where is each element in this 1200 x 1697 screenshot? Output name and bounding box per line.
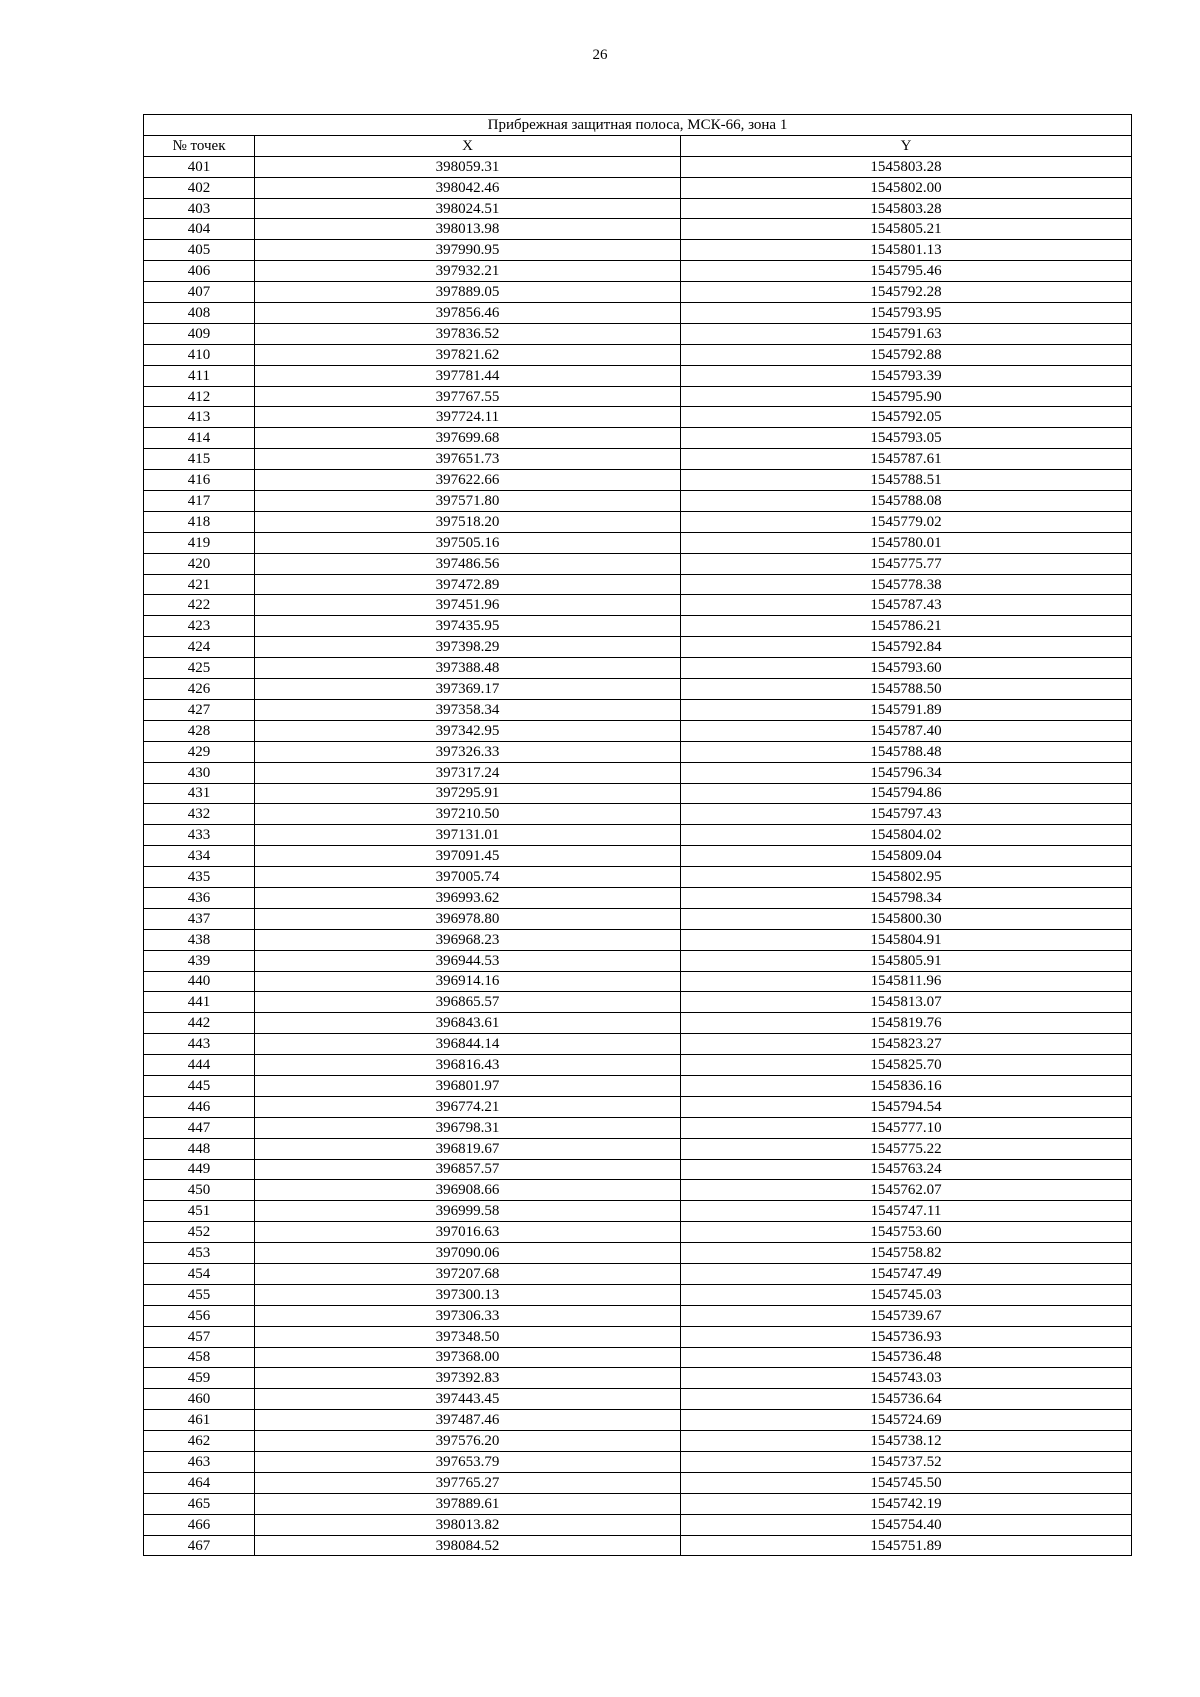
x-cell: 397487.46 xyxy=(255,1410,681,1431)
table-row xyxy=(144,1096,1132,1117)
x-cell: 397836.52 xyxy=(255,323,681,344)
y-cell: 1545825.70 xyxy=(681,1055,1132,1076)
table-body xyxy=(144,156,1132,1556)
x-cell: 396843.61 xyxy=(255,1013,681,1034)
y-cell: 1545800.30 xyxy=(681,908,1132,929)
point-number-cell: 467 xyxy=(144,1535,255,1556)
table-row xyxy=(144,323,1132,344)
x-cell: 397765.27 xyxy=(255,1472,681,1493)
x-cell: 397388.48 xyxy=(255,658,681,679)
point-number-cell: 442 xyxy=(144,1013,255,1034)
y-cell: 1545793.95 xyxy=(681,303,1132,324)
x-cell: 397932.21 xyxy=(255,261,681,282)
point-number-cell: 417 xyxy=(144,491,255,512)
point-number-cell: 425 xyxy=(144,658,255,679)
table-row xyxy=(144,1034,1132,1055)
table-row xyxy=(144,449,1132,470)
table-row xyxy=(144,1305,1132,1326)
point-number-cell: 454 xyxy=(144,1263,255,1284)
point-number-cell: 430 xyxy=(144,762,255,783)
table-title: Прибрежная защитная полоса, МСК-66, зона 1 xyxy=(144,115,1132,136)
point-number-cell: 421 xyxy=(144,574,255,595)
table-row xyxy=(144,762,1132,783)
table-row xyxy=(144,1452,1132,1473)
point-number-cell: 459 xyxy=(144,1368,255,1389)
table-row xyxy=(144,198,1132,219)
point-number-cell: 450 xyxy=(144,1180,255,1201)
point-number-cell: 444 xyxy=(144,1055,255,1076)
y-cell: 1545743.03 xyxy=(681,1368,1132,1389)
x-cell: 396968.23 xyxy=(255,929,681,950)
x-cell: 397342.95 xyxy=(255,720,681,741)
point-number-cell: 434 xyxy=(144,846,255,867)
x-cell: 396801.97 xyxy=(255,1075,681,1096)
y-cell: 1545777.10 xyxy=(681,1117,1132,1138)
x-cell: 398059.31 xyxy=(255,156,681,177)
x-cell: 397724.11 xyxy=(255,407,681,428)
x-cell: 397699.68 xyxy=(255,428,681,449)
y-cell: 1545780.01 xyxy=(681,532,1132,553)
x-cell: 397435.95 xyxy=(255,616,681,637)
x-cell: 396865.57 xyxy=(255,992,681,1013)
y-cell: 1545802.00 xyxy=(681,177,1132,198)
table-row xyxy=(144,595,1132,616)
point-number-cell: 408 xyxy=(144,303,255,324)
table-row xyxy=(144,1326,1132,1347)
y-cell: 1545792.05 xyxy=(681,407,1132,428)
x-cell: 397207.68 xyxy=(255,1263,681,1284)
x-cell: 397005.74 xyxy=(255,867,681,888)
point-number-cell: 402 xyxy=(144,177,255,198)
x-cell: 396819.67 xyxy=(255,1138,681,1159)
table-row xyxy=(144,887,1132,908)
point-number-cell: 426 xyxy=(144,679,255,700)
point-number-cell: 436 xyxy=(144,887,255,908)
y-cell: 1545736.64 xyxy=(681,1389,1132,1410)
x-cell: 396857.57 xyxy=(255,1159,681,1180)
point-number-cell: 464 xyxy=(144,1472,255,1493)
y-cell: 1545778.38 xyxy=(681,574,1132,595)
point-number-cell: 420 xyxy=(144,553,255,574)
point-number-cell: 461 xyxy=(144,1410,255,1431)
point-number-cell: 401 xyxy=(144,156,255,177)
table-row xyxy=(144,867,1132,888)
y-cell: 1545775.22 xyxy=(681,1138,1132,1159)
x-cell: 397392.83 xyxy=(255,1368,681,1389)
table-row xyxy=(144,574,1132,595)
table-row xyxy=(144,470,1132,491)
point-number-cell: 424 xyxy=(144,637,255,658)
table-row xyxy=(144,491,1132,512)
y-cell: 1545803.28 xyxy=(681,198,1132,219)
point-number-cell: 447 xyxy=(144,1117,255,1138)
x-cell: 398024.51 xyxy=(255,198,681,219)
y-cell: 1545794.54 xyxy=(681,1096,1132,1117)
table-row xyxy=(144,1431,1132,1452)
x-cell: 396944.53 xyxy=(255,950,681,971)
x-cell: 397505.16 xyxy=(255,532,681,553)
point-number-cell: 433 xyxy=(144,825,255,846)
x-cell: 397306.33 xyxy=(255,1305,681,1326)
table-row xyxy=(144,407,1132,428)
x-cell: 397368.00 xyxy=(255,1347,681,1368)
table-row xyxy=(144,386,1132,407)
table-row xyxy=(144,804,1132,825)
point-number-cell: 466 xyxy=(144,1514,255,1535)
table-row xyxy=(144,303,1132,324)
x-cell: 398013.98 xyxy=(255,219,681,240)
y-cell: 1545801.13 xyxy=(681,240,1132,261)
y-cell: 1545754.40 xyxy=(681,1514,1132,1535)
x-cell: 397358.34 xyxy=(255,699,681,720)
table-row xyxy=(144,929,1132,950)
y-cell: 1545811.96 xyxy=(681,971,1132,992)
x-cell: 397443.45 xyxy=(255,1389,681,1410)
y-cell: 1545762.07 xyxy=(681,1180,1132,1201)
point-number-cell: 412 xyxy=(144,386,255,407)
point-number-cell: 448 xyxy=(144,1138,255,1159)
point-number-cell: 414 xyxy=(144,428,255,449)
x-cell: 397090.06 xyxy=(255,1243,681,1264)
y-cell: 1545747.49 xyxy=(681,1263,1132,1284)
y-cell: 1545792.84 xyxy=(681,637,1132,658)
point-number-cell: 460 xyxy=(144,1389,255,1410)
y-cell: 1545788.50 xyxy=(681,679,1132,700)
y-cell: 1545751.89 xyxy=(681,1535,1132,1556)
point-number-cell: 415 xyxy=(144,449,255,470)
point-number-cell: 465 xyxy=(144,1493,255,1514)
table-row xyxy=(144,1055,1132,1076)
x-cell: 397210.50 xyxy=(255,804,681,825)
point-number-cell: 411 xyxy=(144,365,255,386)
point-number-cell: 429 xyxy=(144,741,255,762)
table-row xyxy=(144,532,1132,553)
table-row xyxy=(144,1389,1132,1410)
point-number-cell: 431 xyxy=(144,783,255,804)
y-cell: 1545805.91 xyxy=(681,950,1132,971)
y-cell: 1545813.07 xyxy=(681,992,1132,1013)
table-header-row xyxy=(144,135,1132,156)
x-cell: 397576.20 xyxy=(255,1431,681,1452)
point-number-cell: 438 xyxy=(144,929,255,950)
point-number-cell: 457 xyxy=(144,1326,255,1347)
x-cell: 397622.66 xyxy=(255,470,681,491)
table-row xyxy=(144,908,1132,929)
x-cell: 397990.95 xyxy=(255,240,681,261)
point-number-cell: 453 xyxy=(144,1243,255,1264)
y-cell: 1545836.16 xyxy=(681,1075,1132,1096)
x-cell: 396993.62 xyxy=(255,887,681,908)
point-number-cell: 403 xyxy=(144,198,255,219)
x-cell: 397889.61 xyxy=(255,1493,681,1514)
page-number: 26 xyxy=(592,47,608,63)
point-number-cell: 428 xyxy=(144,720,255,741)
y-cell: 1545802.95 xyxy=(681,867,1132,888)
point-number-cell: 458 xyxy=(144,1347,255,1368)
y-cell: 1545805.21 xyxy=(681,219,1132,240)
point-number-cell: 427 xyxy=(144,699,255,720)
point-number-cell: 445 xyxy=(144,1075,255,1096)
y-cell: 1545786.21 xyxy=(681,616,1132,637)
point-number-cell: 419 xyxy=(144,532,255,553)
table-row xyxy=(144,177,1132,198)
x-cell: 396816.43 xyxy=(255,1055,681,1076)
x-cell: 397767.55 xyxy=(255,386,681,407)
x-cell: 397653.79 xyxy=(255,1452,681,1473)
y-cell: 1545747.11 xyxy=(681,1201,1132,1222)
x-cell: 397486.56 xyxy=(255,553,681,574)
x-cell: 398084.52 xyxy=(255,1535,681,1556)
point-number-cell: 455 xyxy=(144,1284,255,1305)
table-row xyxy=(144,783,1132,804)
y-cell: 1545791.89 xyxy=(681,699,1132,720)
point-number-cell: 439 xyxy=(144,950,255,971)
x-cell: 397651.73 xyxy=(255,449,681,470)
x-cell: 397369.17 xyxy=(255,679,681,700)
y-cell: 1545792.28 xyxy=(681,282,1132,303)
x-cell: 396999.58 xyxy=(255,1201,681,1222)
y-cell: 1545795.90 xyxy=(681,386,1132,407)
table-row xyxy=(144,616,1132,637)
x-cell: 396798.31 xyxy=(255,1117,681,1138)
table-row xyxy=(144,720,1132,741)
y-cell: 1545787.43 xyxy=(681,595,1132,616)
table-row xyxy=(144,1410,1132,1431)
point-number-cell: 449 xyxy=(144,1159,255,1180)
table-row xyxy=(144,553,1132,574)
x-cell: 396774.21 xyxy=(255,1096,681,1117)
y-cell: 1545804.91 xyxy=(681,929,1132,950)
table-row xyxy=(144,658,1132,679)
x-cell: 397889.05 xyxy=(255,282,681,303)
x-cell: 396844.14 xyxy=(255,1034,681,1055)
table-row xyxy=(144,1180,1132,1201)
y-cell: 1545788.48 xyxy=(681,741,1132,762)
y-cell: 1545787.40 xyxy=(681,720,1132,741)
point-number-cell: 435 xyxy=(144,867,255,888)
point-number-cell: 443 xyxy=(144,1034,255,1055)
header-y: Y xyxy=(681,135,1132,156)
point-number-cell: 463 xyxy=(144,1452,255,1473)
header-point-number: № точек xyxy=(144,135,255,156)
point-number-cell: 451 xyxy=(144,1201,255,1222)
y-cell: 1545791.63 xyxy=(681,323,1132,344)
x-cell: 396914.16 xyxy=(255,971,681,992)
y-cell: 1545745.50 xyxy=(681,1472,1132,1493)
x-cell: 397295.91 xyxy=(255,783,681,804)
y-cell: 1545804.02 xyxy=(681,825,1132,846)
point-number-cell: 456 xyxy=(144,1305,255,1326)
table-row xyxy=(144,1472,1132,1493)
y-cell: 1545793.05 xyxy=(681,428,1132,449)
point-number-cell: 416 xyxy=(144,470,255,491)
table-row xyxy=(144,699,1132,720)
point-number-cell: 422 xyxy=(144,595,255,616)
x-cell: 397781.44 xyxy=(255,365,681,386)
table-row xyxy=(144,1138,1132,1159)
point-number-cell: 462 xyxy=(144,1431,255,1452)
y-cell: 1545736.93 xyxy=(681,1326,1132,1347)
point-number-cell: 452 xyxy=(144,1222,255,1243)
x-cell: 397091.45 xyxy=(255,846,681,867)
table-row xyxy=(144,1075,1132,1096)
x-cell: 397131.01 xyxy=(255,825,681,846)
table-row xyxy=(144,637,1132,658)
x-cell: 397821.62 xyxy=(255,344,681,365)
coordinates-table xyxy=(143,114,1132,1556)
table-row xyxy=(144,1013,1132,1034)
point-number-cell: 405 xyxy=(144,240,255,261)
x-cell: 397472.89 xyxy=(255,574,681,595)
x-cell: 397451.96 xyxy=(255,595,681,616)
y-cell: 1545796.34 xyxy=(681,762,1132,783)
x-cell: 397016.63 xyxy=(255,1222,681,1243)
y-cell: 1545737.52 xyxy=(681,1452,1132,1473)
table-row xyxy=(144,1535,1132,1556)
point-number-cell: 432 xyxy=(144,804,255,825)
y-cell: 1545775.77 xyxy=(681,553,1132,574)
y-cell: 1545798.34 xyxy=(681,887,1132,908)
y-cell: 1545738.12 xyxy=(681,1431,1132,1452)
table-row xyxy=(144,1201,1132,1222)
table-title-row xyxy=(144,115,1132,136)
point-number-cell: 446 xyxy=(144,1096,255,1117)
table-row xyxy=(144,1284,1132,1305)
y-cell: 1545788.08 xyxy=(681,491,1132,512)
x-cell: 397348.50 xyxy=(255,1326,681,1347)
y-cell: 1545819.76 xyxy=(681,1013,1132,1034)
table-row xyxy=(144,282,1132,303)
table-row xyxy=(144,344,1132,365)
y-cell: 1545803.28 xyxy=(681,156,1132,177)
table-row xyxy=(144,1347,1132,1368)
table-row xyxy=(144,261,1132,282)
y-cell: 1545745.03 xyxy=(681,1284,1132,1305)
point-number-cell: 406 xyxy=(144,261,255,282)
x-cell: 396908.66 xyxy=(255,1180,681,1201)
x-cell: 396978.80 xyxy=(255,908,681,929)
table-row xyxy=(144,156,1132,177)
y-cell: 1545763.24 xyxy=(681,1159,1132,1180)
x-cell: 398042.46 xyxy=(255,177,681,198)
table-row xyxy=(144,1263,1132,1284)
point-number-cell: 407 xyxy=(144,282,255,303)
table-row xyxy=(144,511,1132,532)
point-number-cell: 441 xyxy=(144,992,255,1013)
y-cell: 1545788.51 xyxy=(681,470,1132,491)
y-cell: 1545739.67 xyxy=(681,1305,1132,1326)
point-number-cell: 423 xyxy=(144,616,255,637)
point-number-cell: 410 xyxy=(144,344,255,365)
x-cell: 397856.46 xyxy=(255,303,681,324)
table-row xyxy=(144,741,1132,762)
point-number-cell: 413 xyxy=(144,407,255,428)
table-row xyxy=(144,992,1132,1013)
table-row xyxy=(144,679,1132,700)
table-row xyxy=(144,240,1132,261)
x-cell: 397398.29 xyxy=(255,637,681,658)
table-row xyxy=(144,1222,1132,1243)
y-cell: 1545787.61 xyxy=(681,449,1132,470)
y-cell: 1545779.02 xyxy=(681,511,1132,532)
point-number-cell: 418 xyxy=(144,511,255,532)
y-cell: 1545758.82 xyxy=(681,1243,1132,1264)
table-row xyxy=(144,971,1132,992)
table-row xyxy=(144,1243,1132,1264)
y-cell: 1545792.88 xyxy=(681,344,1132,365)
x-cell: 397518.20 xyxy=(255,511,681,532)
y-cell: 1545724.69 xyxy=(681,1410,1132,1431)
table-row xyxy=(144,846,1132,867)
table-row xyxy=(144,219,1132,240)
y-cell: 1545794.86 xyxy=(681,783,1132,804)
y-cell: 1545736.48 xyxy=(681,1347,1132,1368)
table-row xyxy=(144,1493,1132,1514)
y-cell: 1545797.43 xyxy=(681,804,1132,825)
table-row xyxy=(144,1514,1132,1535)
x-cell: 398013.82 xyxy=(255,1514,681,1535)
y-cell: 1545809.04 xyxy=(681,846,1132,867)
x-cell: 397300.13 xyxy=(255,1284,681,1305)
x-cell: 397317.24 xyxy=(255,762,681,783)
point-number-cell: 409 xyxy=(144,323,255,344)
y-cell: 1545753.60 xyxy=(681,1222,1132,1243)
table-row xyxy=(144,365,1132,386)
point-number-cell: 437 xyxy=(144,908,255,929)
y-cell: 1545823.27 xyxy=(681,1034,1132,1055)
table-row xyxy=(144,1117,1132,1138)
table-row xyxy=(144,1368,1132,1389)
y-cell: 1545795.46 xyxy=(681,261,1132,282)
table-row xyxy=(144,428,1132,449)
table-row xyxy=(144,1159,1132,1180)
point-number-cell: 404 xyxy=(144,219,255,240)
point-number-cell: 440 xyxy=(144,971,255,992)
table-row xyxy=(144,825,1132,846)
y-cell: 1545793.60 xyxy=(681,658,1132,679)
y-cell: 1545742.19 xyxy=(681,1493,1132,1514)
x-cell: 397326.33 xyxy=(255,741,681,762)
table-row xyxy=(144,950,1132,971)
y-cell: 1545793.39 xyxy=(681,365,1132,386)
x-cell: 397571.80 xyxy=(255,491,681,512)
header-x: X xyxy=(255,135,681,156)
